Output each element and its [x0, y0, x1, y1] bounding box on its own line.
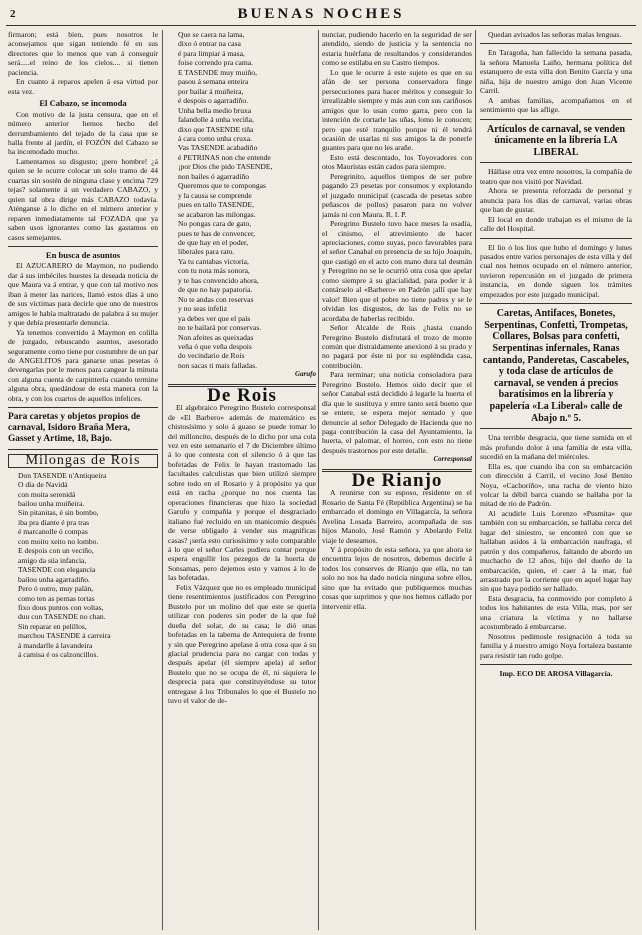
column-4	[480, 30, 632, 930]
article-text: Peregrinito, aquellos tiempos de ser pobre pagando 23 pesetas por consumos y explotando el juzgado municipal (cascada de pesetas sobre peñascos de pollos) pasaron para no volver jamás ni con Maura. R. I. P.	[322, 171, 472, 219]
section-title-rois: De Rois	[207, 384, 277, 406]
article-text: Nosotros pedimosle resignación á toda su familia y á nuestro amigo Noya fortaleza bastante para resistir tan rudo golpe.	[480, 631, 632, 660]
signature-corresponsal: Corresponsal	[433, 455, 472, 464]
page-header	[6, 4, 636, 26]
article-text: Esto está descontado, los Toyovadores con otos Mauristas están cados para siempre.	[322, 152, 472, 172]
article-text: Lo que le ocurre á este sujeto es que en su afán de ser persona conservadora finge persecuciones para hacer méritos y conseguir lo irrealizable siempre y más aun con sus cariñosos amigos que lo usan como garra, pero con la intención de cortarle las uñas, lomo le conocen; pero que esté tranquilo porque ni él tendrá ocasión de usarlas ni sus amigos la de ponerle guantes para que no les arañe.	[322, 67, 472, 153]
article-text: Ya tenemos convertido á Maymon en colilla de juzgado, rebuscando asuntos, asesorado seguramente como tiene por costumbre de un par de ANGELITOS para ganarse unas pesetas ó devengarlas por le menos para cangear la minuta con alguna cuenta de carpintería cuando termine alguna obra, quedándose de esta manera con la obra, y con los cuartos de aquellos infelices.	[8, 327, 158, 403]
signature-garufo: Garufo	[294, 370, 316, 379]
article-text: Ahora se presenta reforzada de personal y anuncia para los días de carnaval, varias obras que han de gustar.	[480, 186, 632, 215]
rule	[480, 664, 632, 665]
article-text: Felix Vázquez que no es empleado municipal tiene resentimientos justificados con Peregrino Bustelo por un molino del que este se quería utilizar con poderes sin poder de la que fué dueña del solar, de su casa; le dió unas bofetadas en la taberna de Antequiera de frente y sin que Peregrino apelase á otra cosa que á su glacial prudencia para no cargar con todas y después apelar (él siempre apela) al señor Bustelo que no se ocupa de él, ni siquiera le desprecia para que constituyéndose su tutor entregase á los Tribunales lo que el Bustelo no tuvo el valor de de-	[168, 582, 316, 706]
article-text: El algebraico Peregrino Bustelo corresponsal de «El Barbero» además de matemático es chistosísimo y solo á guaso se puede tomar lo del milloncito, después de lo dicho por una cola vez en este semanario el 7 de Diciembre último á lo que contesta con el silencio ó á que las bofetadas de Felix le hayan trastornado las facultades calculistas que bien utilizó siempre sobre todo en el Rosario y á propósito ya que está en racha ¿porque no nos cuenta las operaciones financieras que hizo la sociedad Garufo y compañía y porque el desgraciado italiano fué recluido en un manicomio después de verse obligado á vender sus magnificas casas? ¡sería esto curiosísimo y solo comparable á lo que el señor Carles pudiera contar porque espera engullir los pezegos de la huerta de Sonsamas, pero dejemos esto y vamos á lo de las bofetadas.	[168, 403, 316, 583]
rule	[480, 162, 632, 163]
printer-imprint: Imp. ECO DE AROSA Villagarcía.	[499, 669, 613, 679]
poem-milongas: Don TASENDE n'Antiqueira O día de Navidá con moita serenidá bailou unha muiñeira. Sin pitanitas, é sin bombo, iba pra diante é pra tras é marcanolle ó compas con moito xeito no lombo. E despois con un veciño, amigo da súa infancia, TASENDE con elegancia bailou unha agarradiño. Pero ó outro, muy palán, como ten as pernas tortas fixo dous puntos con voltas, duu con TASENDE no chan. Sin reparar en pelillos, marchou TASENDE á carreira á mandarlle á lavandeira á camisa é os calzoncillos.	[18, 470, 111, 660]
article-text: Esta desgracia, ha conmovido por completo á todos los habitantes de esta Villa, mas, por ser una criatura la víctima y no hallarse acostumbrado á embarcarse.	[480, 593, 632, 632]
article-text: Para terminar; una noticia consoladora para Peregrino Bustelo. Hemos oido decir que el señor Canabal está decidido á legarle la huerta el día que le sustituya y entre tanto será bueno que se entere, se espera mejor sentado y que denuncie al señor Delegado de Hacienda que no paga contribución la casa del Ayuntamiento, la huerta, el palomar, el horreo, con esto no tiene después trastornos por este detalle.	[322, 370, 472, 455]
article-text: Señor Alcalde de Rois ¿hasta cuando Peregrino Bustelo disfrutará el trozo de monte común que distraidamente anexionó á su prado y no pagará por éste ni por su espléndida casa, contribución.	[322, 323, 472, 370]
article-text: En Taragoña, han fallecido la semana pasada, la señora Manuela Laiño, hermana política del estanquero de esta villa don Benito García y una niña, hija de nuestro amigo don Juan Vicente Carril.	[480, 48, 632, 96]
section-title-asuntos: En busca de asuntos	[45, 249, 121, 260]
rule	[8, 407, 158, 408]
article-text: El AZUCARERO de Maymon, no pudiendo dar á sus imbéciles huestes la deseada noticia de que Maura va á entrar, y que con tal motivo nos iban á meter las narices, llamó estos días á uno de sus víctimas para decirle que uno de nuestros amigos le había maltratado de palabra á su mujer y que debía presentarle denuncia.	[8, 261, 158, 328]
article-text: El lio ó los lios que hubo el domingo y lunes pasados entre varios personajes de esta villa y del cual nos hemos ocupado en el número anterior, tuvieron repercusión en el juzgado de primera instancia, en donde siguen los trámites empezados por este juzgado municipal.	[480, 242, 632, 299]
rule	[480, 43, 632, 44]
article-text: firmaron; está bien, pues nosotros le aconsejamos que sigan teniendo fé en sus directores que lo menos que van á conseguir será.....el reino de los cielos.... si tienen paciencia.	[8, 30, 158, 77]
article-text: Ella es, que cuando iba con su embarcación con dirección á Carril, el vecino José Benito Noya, «Cachoriño», una racha de viento hizo volcar la débil barca cuando se hallaba por la mitad de río de Padrón.	[480, 461, 632, 509]
article-text: Quedan avisados las señoras malas lenguas.	[488, 30, 622, 39]
column-divider	[475, 30, 476, 930]
section-title-rianjo: De Rianjo	[351, 469, 443, 491]
article-text: Peregrino Bustelo tuvo hace meses la osadía, el cinismo, el atrevimiento de hacer apreciaciones, como suyas, poco favorables para el señor Canabal en presencia de su hijo Joaquín, que castigó en el acto con mano dura tal desmán y Peregrino no se le ocurrió otra cosa que apelar como siempre á su glacialidad, para poder ir á contárselo al «Barbero» en Padrón ¡allí que hay valor! Bien que el pobre no tiene padres y se le olvidan los disgustos, de las de Felix no se acordaba de haberlas recibido.	[322, 219, 472, 323]
column-divider	[318, 30, 319, 930]
section-title-milongas: Milongas de Rois	[8, 454, 158, 467]
rule	[480, 119, 632, 120]
masthead: BUENAS NOCHES	[237, 6, 405, 22]
article-text: A reunirse con su esposo, residente en el Rosario de Santa Fé (República Argentina) se ha embarcado el domingo en Villagarcía, la señora Avelina Losada Barreiro, acompañada de sus hijos Manolo, José Ramón y Abelardo Feliz viaje le deseamos.	[322, 488, 472, 545]
rule	[480, 303, 632, 304]
page-number: 2	[10, 8, 16, 20]
rule	[480, 428, 632, 429]
advert-caretas: Para caretas y objetos propios de carnaval, Isidoro Braña Mera, Gasset y Artime, 18, Bajo.	[8, 412, 141, 445]
article-text: Con motivo de la justa censura, que en el número anterior hemos hecho del derrumbamiento del tejado de la casa que se halla frente al jardín, el FOZÓN del Cabazo se ha incomodado mucho.	[8, 109, 158, 157]
rule	[8, 246, 158, 247]
rule	[8, 449, 158, 450]
advert-carnaval: Caretas, Antifaces, Bonetes, Serpentinas, Confetti, Trompetas, Collares, Bolsas para confetti, Serpentinas infernales, Ranas cantando, Panderetas, Cascabeles, y toda clase de artículos de carnaval, se venden á precios baratísimos en la librería y papelería «La Liberal» calle de Abajo n.º 5.	[482, 308, 630, 424]
article-text: nunciar, pudiendo hacerlo en la seguridad de ser atendido, siendo de justicia y la sentencia no estaria huérfana de resultandos y considerandos como se estilaba en su Castro tiempos.	[322, 30, 472, 68]
advert-articulos: Artículos de carnaval, se venden únicamente en la librería LA LIBERAL	[486, 123, 626, 158]
column-2	[168, 30, 316, 930]
section-title-cabazo: El Cabazo, se incomoda	[39, 98, 127, 109]
article-text: Lamentamos su disgusto; ¡pero hombre! ¿á quien se le ocurre colocar un solo tramo de 44 cuartas sin sostén de ninguna clase y encima 729 tejas? solamente á un verdadero CABAZO, y quien tal obra dirige más CABAZO todavía. Aténganse á lo dicho en el número anterior y reparen inmediatamente tal FOZADA que ya saben usos ignorantes como las gastamos en casos semejantes.	[8, 156, 158, 242]
article-text: Al acudirle Luis Lorenzo «Pusmita» que también con su embarcación, se hallaba cerca del lugar del siniestro, se encontró con que se hallaban asidos á la embarcación naufraga, el patrón y dos compañeros, faltando de abordo un muchacho de 12 años, hijo del dueño de la embarcación, quien, el caer á la mar, fué arrastrado por la corriente que en aquel lugar hay sin que haya podido ser hallado.	[480, 508, 632, 594]
poem-milongas-cont: Que se caera na lama, dixo ó entrar na casa é para limpiar á masa, foise correndo pra cama. E TASENDE muy muiño, pasou á semana enteira por bailar á muiñeira, é despois o agarradiño. Unha bella medio bruxa falandolle á unha veciña, dixo que TASENDE tiña á cara como unha cruxa. Vas TASENDE acabadiño é PETRINAS non che entende ¡por Dios che pido TASENDE, non bailes ó agarradiño Queremos que te compongas y la causa se comprende pues en tallo TASENDE, se acabaron las milongas. No pongas cara de gato, pues te has de convencer, de que hay en el poder, liberales para rato. Ya tu cantabas victoria, con tu nota más sonora, y te has convencido ahora, de que no hay papatoria. No te andas con reservas y no seas infeliz ya debes ver que el país no te bailará por conservas. Non afeites as queixadas veña ó que veña despois do vecindario de Rois non sacas ti mais falladas.	[178, 30, 273, 370]
article-text: Y á propósito de esta señora, ya que ahora se encuentra lejos de nosotros, debemos decirle á todos los conserves de Rianjo que ella, no tan solo no nos ha dado noticia ninguna sobre ellos, sino que ha evitado que publiquemos muchas cosas que suprimos y que nos hemos callado por intervenir ella.	[322, 545, 472, 611]
rule	[480, 238, 632, 239]
article-text: A ambas familias, acompañamos en el sentimiento que las aflige.	[480, 95, 632, 115]
column-divider	[162, 30, 163, 930]
article-text: Una terrible desgracia, que tiene sumida en el más profundo dolor á una familia de esta villa, sucedió en la mañana del miércoles.	[480, 433, 632, 462]
article-text: En cuanto á reparos apelen á esa virtud por esta vez.	[8, 77, 158, 96]
column-1	[8, 30, 158, 930]
article-text: Hállase otra vez entre nosotros, la compañía de teatro que nos visitó por Navidad.	[480, 167, 632, 186]
article-text: El local en donde trabajan es el mismo de la calle del Hospital.	[480, 214, 632, 234]
column-3	[322, 30, 472, 930]
